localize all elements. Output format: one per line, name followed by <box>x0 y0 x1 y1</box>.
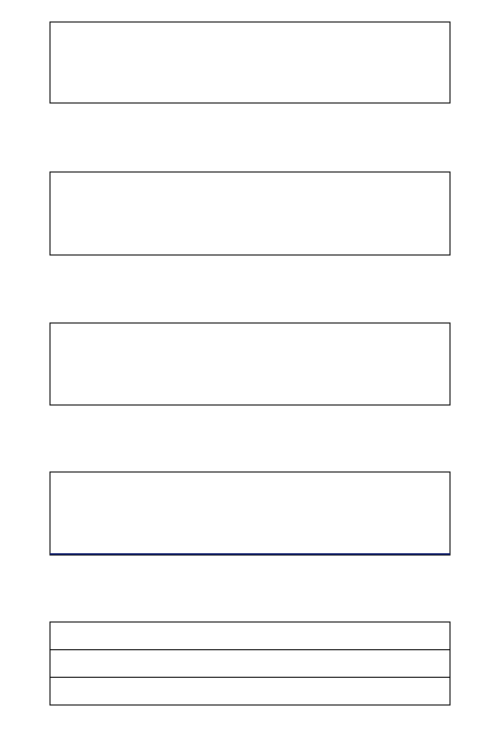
cloud-panel <box>50 622 450 705</box>
temperature-plot-frame <box>50 323 450 405</box>
cloud-plot-frame <box>50 622 450 705</box>
precipitation-panel <box>50 472 450 555</box>
pressure-panel <box>50 22 450 103</box>
temperature-panel <box>50 323 450 405</box>
wind-panel <box>50 172 450 255</box>
pressure-plot-frame <box>50 22 450 103</box>
precipitation-plot-frame <box>50 472 450 555</box>
wind-plot-frame <box>50 172 450 255</box>
